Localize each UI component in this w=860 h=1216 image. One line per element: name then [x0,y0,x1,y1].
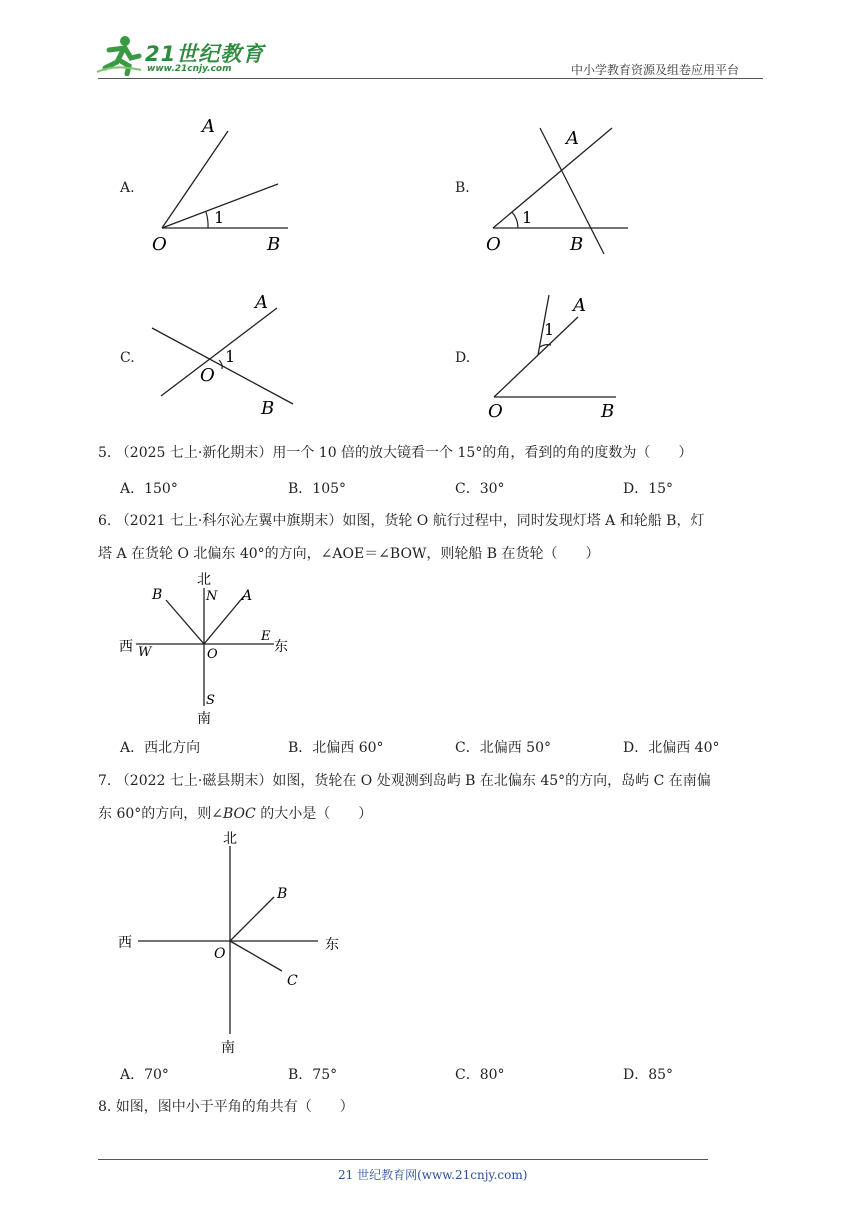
fig4-a-diagram [140,110,310,260]
q6-E-label: E [261,629,271,644]
fig4-b-label-O: O [486,234,501,255]
q7-east-label: 东 [325,937,339,953]
fig4-d-label-A: A [573,295,586,316]
site-tagline: 中小学教育资源及组卷应用平台 [571,63,740,77]
q5-option-b: B．105° [288,481,347,497]
q7-option-b: B．75° [288,1067,338,1083]
q6-S-label: S [206,693,215,708]
fig4-a-label-A: A [202,116,215,137]
fig4-d-label-B: B [601,401,615,422]
logo-url-text: www.21cnjy.com [147,64,232,74]
fig4-b-label-1: 1 [522,208,533,227]
footer-text: 21 世纪教育网(www.21cnjy.com) [338,1168,528,1182]
q7-B-label: B [277,886,288,902]
q6-compass-diagram [110,570,300,730]
q6-A-label: A [242,588,253,604]
q8-text: 8. 如图，图中小于平角的角共有（ ） [98,1099,354,1115]
fig4-a-label-B: B [267,234,281,255]
q7-option-a: A．70° [120,1067,169,1083]
q7-line1: 7. （2022 七上·磁县期末）如图，货轮在 O 处观测到岛屿 B 在北偏东 45°的方向，岛屿 C 在南偏 [98,773,711,789]
q6-north-label: 北 [197,572,211,588]
header-logo [95,34,265,78]
q7-option-d: D．85° [623,1067,674,1083]
q6-line2: 塔 A 在货轮 O 北偏东 40°的方向，∠AOE＝∠BOW，则轮船 B 在货轮（ ） [98,546,600,562]
q5-option-c: C．30° [455,481,505,497]
q6-option-d: D．北偏西 40° [623,740,720,756]
fig4-a-label-1: 1 [214,208,225,227]
q6-east-label: 东 [274,639,288,655]
q6-N-label: N [206,589,218,604]
q6-option-a: A．西北方向 [120,740,201,756]
q7-west-label: 西 [118,935,132,951]
header-rule [98,78,763,79]
fig4-c-label-B: B [261,398,275,419]
q7-line2-pre: 东 60°的方向，则∠ [98,806,223,822]
fig4-c-label: C. [120,350,135,366]
footer-rule [98,1159,708,1160]
q6-option-c: C．北偏西 50° [455,740,551,756]
fig4-c-diagram [145,288,305,423]
fig4-d-label: D. [455,350,471,366]
runner-logo-icon [95,34,143,76]
q6-B-label: B [152,587,163,603]
q6-line1: 6. （2021 七上·科尔沁左翼中旗期末）如图，货轮 O 航行过程中，同时发现灯塔 A 和轮船 B，灯 [98,513,705,529]
fig4-a-label-O: O [152,234,167,255]
fig4-d-diagram [478,285,628,425]
q7-C-label: C [287,973,298,989]
q6-option-b: B．北偏西 60° [288,740,384,756]
fig4-b-label-A: A [566,128,579,149]
fig4-c-label-1: 1 [225,347,236,366]
q6-west-label: 西 [119,639,133,655]
fig4-b-label: B. [455,180,470,196]
q7-south-label: 南 [221,1040,235,1056]
fig4-c-label-A: A [255,292,268,313]
q5-option-a: A．150° [120,481,178,497]
fig4-b-diagram [478,120,638,260]
q7-compass-diagram [110,826,350,1056]
fig4-a-label: A. [120,180,135,196]
q6-O-label: O [207,647,218,662]
q5-text: 5. （2025 七上·新化期末）用一个 10 倍的放大镜看一个 15°的角，看到的角的度数为（ ） [98,445,693,461]
fig4-b-label-B: B [570,234,584,255]
q6-south-label: 南 [197,711,211,727]
logo-main-text: 21世纪教育 [145,42,265,66]
q7-angle-name: BOC [223,806,256,822]
q5-option-d: D．15° [623,481,674,497]
q7-option-c: C．80° [455,1067,505,1083]
q7-line2-post: 的大小是（ ） [255,806,373,822]
q7-north-label: 北 [223,831,237,847]
q7-line2 [98,804,372,824]
q6-W-label: W [138,645,152,660]
fig4-c-label-O: O [200,365,215,386]
q7-O-label: O [214,946,226,962]
fig4-d-label-O: O [488,401,503,422]
fig4-d-label-1: 1 [544,320,555,339]
